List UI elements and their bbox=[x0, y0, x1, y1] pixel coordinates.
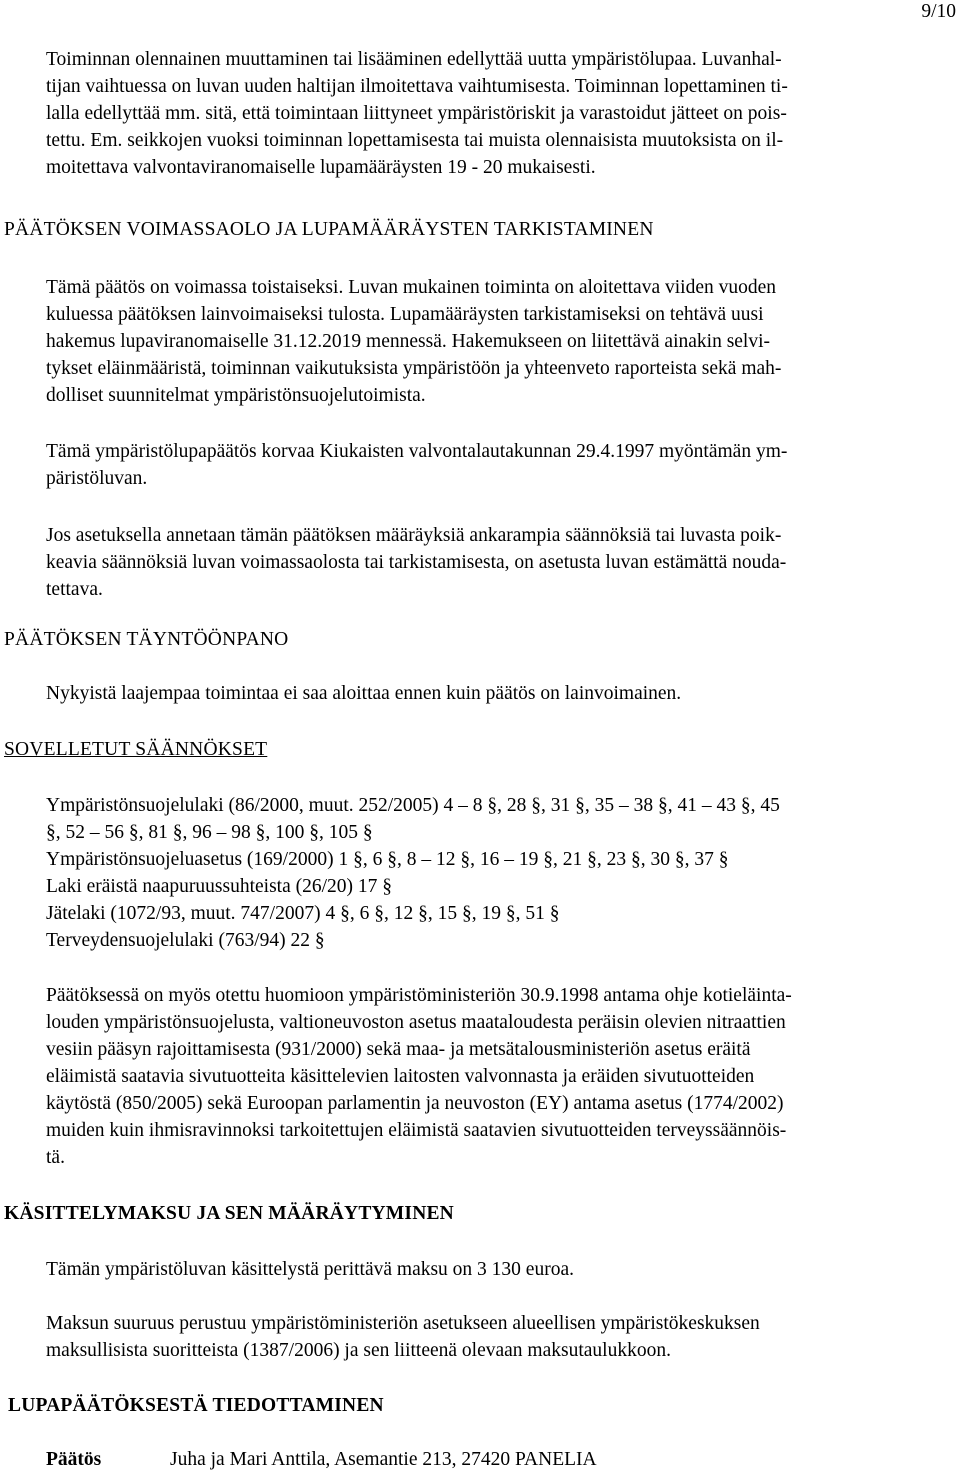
notice-row bbox=[46, 1446, 597, 1473]
regulation-item: Jätelaki (1072/93, muut. 747/2007) 4 §, 6 §, 12 §, 15 §, 19 §, 51 § bbox=[46, 903, 560, 924]
regulation-item: §, 52 – 56 §, 81 §, 96 – 98 §, 100 §, 105 § bbox=[46, 822, 373, 843]
text-line: tettu. Em. seikkojen vuoksi toiminnan lopettamisesta tai muista olennaisista muutoksista on il- bbox=[46, 130, 784, 151]
text-line: Toiminnan olennainen muuttaminen tai lisääminen edellyttää uutta ympäristölupaa. Luvanhal- bbox=[46, 49, 782, 70]
validity-paragraph-3 bbox=[46, 522, 950, 603]
text-line: hakemus lupaviranomaiselle 31.12.2019 mennessä. Hakemukseen on liitettävä ainakin selvi- bbox=[46, 331, 771, 352]
text-line: lalla edellyttää mm. sitä, että toimintaan liittyneet ympäristöriskit ja varastoidut jätteet on pois- bbox=[46, 103, 787, 124]
text-line: Maksun suuruus perustuu ympäristöministeriön asetukseen alueellisen ympäristökeskuksen bbox=[46, 1313, 760, 1334]
notice-label: Päätös bbox=[46, 1449, 102, 1470]
validity-paragraph-2 bbox=[46, 438, 950, 492]
text-line: tä. bbox=[46, 1147, 65, 1168]
regulation-item: Ympäristönsuojeluasetus (169/2000) 1 §, 6 §, 8 – 12 §, 16 – 19 §, 21 §, 23 §, 30 §, 37 § bbox=[46, 849, 729, 870]
page-number: 9/10 bbox=[921, 1, 956, 22]
text-line: eläimistä saatavia sivutuotteita käsittelevien laitosten valvonnasta ja eräiden sivutuotteiden bbox=[46, 1066, 755, 1087]
regulations-note bbox=[46, 982, 950, 1171]
fee-heading: KÄSITTELYMAKSU JA SEN MÄÄRÄYTYMINEN bbox=[4, 1203, 454, 1224]
notice-heading: LUPAPÄÄTÖKSESTÄ TIEDOTTAMINEN bbox=[8, 1395, 384, 1416]
regulation-item: Terveydensuojelulaki (763/94) 22 § bbox=[46, 930, 325, 951]
text-line: louden ympäristönsuojelusta, valtioneuvoston asetus maataloudesta peräisin olevien nitraattien bbox=[46, 1012, 786, 1033]
text-line: dolliset suunnitelmat ympäristönsuojelutoimista. bbox=[46, 385, 426, 406]
enforcement-paragraph: Nykyistä laajempaa toimintaa ei saa aloittaa ennen kuin päätös on lainvoimainen. bbox=[46, 683, 682, 704]
text-line: kuluessa päätöksen lainvoimaiseksi tulosta. Lupamääräysten tarkistamiseksi on tehtävä uusi bbox=[46, 304, 764, 325]
validity-paragraph-1 bbox=[46, 274, 950, 409]
text-line: Tämä ympäristölupapäätös korvaa Kiukaisten valvontalautakunnan 29.4.1997 myöntämän ym- bbox=[46, 441, 788, 462]
regulations-heading: SOVELLETUT SÄÄNNÖKSET bbox=[4, 739, 268, 760]
text-line: tykset eläinmääristä, toiminnan vaikutuksista ympäristöön ja yhteenveto raporteista sekä mah- bbox=[46, 358, 782, 379]
text-line: tettava. bbox=[46, 579, 103, 600]
text-line: vesiin pääsyn rajoittamisesta (931/2000) sekä maa- ja metsätalousministeriön asetus eräitä bbox=[46, 1039, 751, 1060]
text-line: moitettava valvontaviranomaiselle lupamääräysten 19 - 20 mukaisesti. bbox=[46, 157, 596, 178]
validity-heading: PÄÄTÖKSEN VOIMASSAOLO JA LUPAMÄÄRÄYSTEN TARKISTAMINEN bbox=[4, 219, 654, 240]
enforcement-heading: PÄÄTÖKSEN TÄYNTÖÖNPANO bbox=[4, 629, 289, 650]
text-line: Päätöksessä on myös otettu huomioon ympäristöministeriön 30.9.1998 antama ohje kotieläinta- bbox=[46, 985, 792, 1006]
text-line: päristöluvan. bbox=[46, 468, 148, 489]
regulation-item: Laki eräistä naapuruussuhteista (26/20) 17 § bbox=[46, 876, 393, 897]
text-line: Tämä päätös on voimassa toistaiseksi. Luvan mukainen toiminta on aloitettava viiden vuoden bbox=[46, 277, 777, 298]
fee-paragraph-1: Tämän ympäristöluvan käsittelystä perittävä maksu on 3 130 euroa. bbox=[46, 1259, 574, 1280]
text-line: maksullisista suoritteista (1387/2006) ja sen liitteenä olevaan maksutaulukkoon. bbox=[46, 1340, 671, 1361]
text-line: tijan vaihtuessa on luvan uuden haltijan ilmoitettava vaihtumisesta. Toiminnan lopettaminen ti- bbox=[46, 76, 788, 97]
intro-paragraph bbox=[46, 46, 950, 181]
regulations-list bbox=[46, 792, 950, 954]
text-line: muiden kuin ihmisravinnoksi tarkoitettujen eläimistä saatavien sivutuotteiden terveyssäännöis- bbox=[46, 1120, 787, 1141]
notice-value: Juha ja Mari Anttila, Asemantie 213, 27420 PANELIA bbox=[170, 1449, 597, 1470]
regulation-item: Ympäristönsuojelulaki (86/2000, muut. 252/2005) 4 – 8 §, 28 §, 31 §, 35 – 38 §, 41 – 43 §, 45 bbox=[46, 795, 780, 816]
fee-paragraph-2 bbox=[46, 1310, 950, 1364]
text-line: Jos asetuksella annetaan tämän päätöksen määräyksiä ankarampia säännöksiä tai luvasta poik- bbox=[46, 525, 782, 546]
text-line: käytöstä (850/2005) sekä Euroopan parlamentin ja neuvoston (EY) antama asetus (1774/2002) bbox=[46, 1093, 784, 1114]
text-line: keavia säännöksiä luvan voimassaolosta tai tarkistamisesta, on asetusta luvan estämättä nouda- bbox=[46, 552, 787, 573]
